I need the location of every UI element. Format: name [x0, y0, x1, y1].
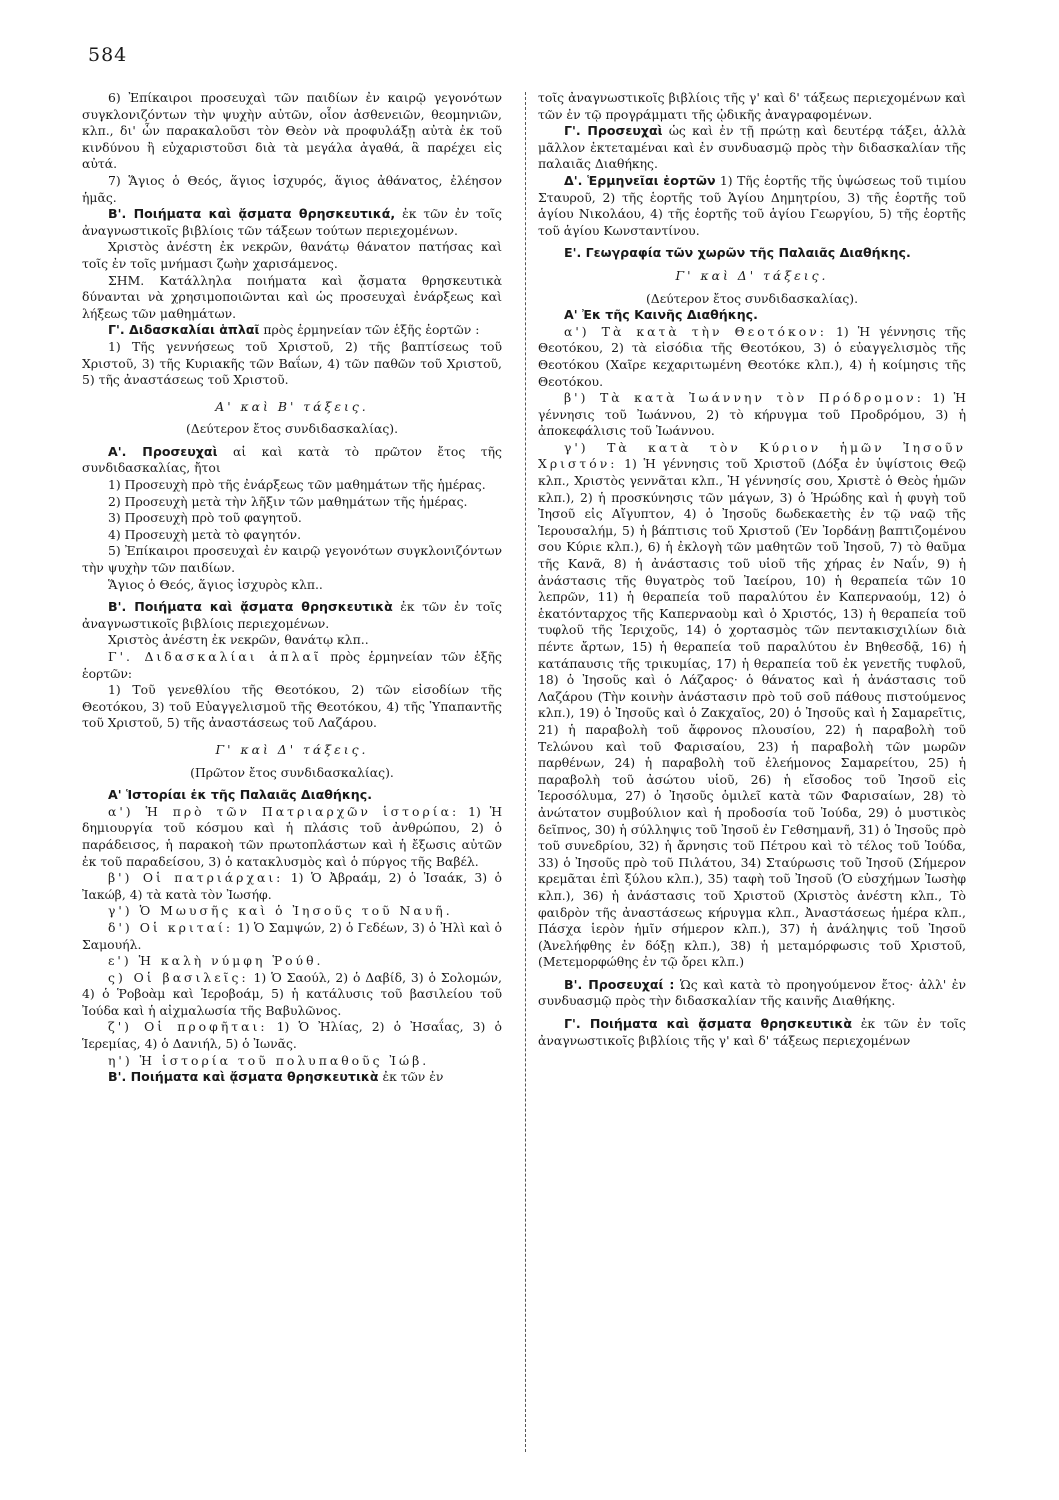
list-item: γ') Τὰ κατὰ τὸν Κύριον ἡμῶν Ἰησοῦν Χριστόν: 1) Ἡ γέννησις τοῦ Χριστοῦ (Δόξα ἐν ὑψίστοις Θεῷ κλπ., Χριστὸς γεννᾶται κλπ., Ἡ γέννησίς σου, Χριστὲ ὁ Θεὸς ἡμῶν κλπ.), 2) ἡ προσκύνησις τῶν μάγων, 3) ὁ Ἡρώδης καὶ ἡ φυγὴ τοῦ Ἰησοῦ εἰς Αἴγυπτον, 4) ὁ Ἰησοῦς δωδεκαετὴς ἐν τῷ ναῷ τῆς Ἱερουσαλήμ, 5) ἡ βάπτισις τοῦ Χριστοῦ (Ἐν Ἰορδάνῃ βαπτιζομένου σου Κύριε κλπ.), 6) ἡ ἐκλογὴ τῶν μαθητῶν τοῦ Ἰησοῦ, 7) τὸ θαῦμα τῆς Κανᾶ, 8) ἡ ἀνάστασις τοῦ υἱοῦ τῆς χήρας ἐν Ναΐν, 9) ἡ ἀνάστασις τῆς θυγατρὸς τοῦ Ἰαείρου, 10) ἡ θεραπεία τῶν 10 λεπρῶν, 11) ἡ θεραπεία τοῦ παραλύτου ἐν Καπερναούμ, 12) ὁ ἑκατόνταρχος τῆς Καπερναοὺμ καὶ ὁ Χριστός, 13) ἡ θεραπεία τοῦ τυφλοῦ τῆς Ἱεριχοῦς, 14) ὁ χορτασμὸς τῶν πεντακισχιλίων διὰ πέντε ἄρτων, 15) ἡ θεραπεία τοῦ παραλύτου ἐν Βηθεσδᾷ, 16) ἡ κατάπαυσις τῆς τρικυμίας, 17) ἡ θεραπεία τοῦ ἐκ γενετῆς τυφλοῦ, 18) ὁ Ἰησοῦς καὶ ὁ Λάζαρος· ὁ θάνατος καὶ ἡ ἀνάστασις τοῦ Λαζάρου (Τὴν κοινὴν ἀνάστασιν πρὸ τοῦ σοῦ πάθους πιστούμενος κλπ.), 19) ὁ Ἰησοῦς καὶ ὁ Ζακχαῖος, 20) ὁ Ἰησοῦς καὶ ἡ Σαμαρεῖτις, 21) ἡ παραβολὴ τοῦ ἄφρονος πλουσίου, 22) ἡ παραβολὴ τοῦ Τελώνου καὶ τοῦ Φαρισαίου, 23) ἡ παραβολὴ τῶν μωρῶν παρθένων, 24) ἡ παραβολὴ τοῦ ἐλεήμονος Σαμαρείτου, 25) ἡ παραβολὴ τοῦ ἀσώτου υἱοῦ, 26) ἡ εἴσοδος τοῦ Ἰησοῦ εἰς Ἱεροσόλυμα, 27) ὁ Ἰησοῦς ὁμιλεῖ κατὰ τῶν Φαρισαίων, 28) τὸ ἀνώτατον συμβούλιον καὶ ἡ προδοσία τοῦ Ἰούδα, 29) ὁ μυστικὸς δεῖπνος, 30) ἡ σύλληψις τοῦ Ἰησοῦ ἐν Γεθσημανῆ, 31) ὁ Ἰησοῦς πρὸ τοῦ συνεδρίου, 32) ἡ ἄρνησις τοῦ Πέτρου καὶ τὸ τέλος τοῦ Ἰούδα, 33) ὁ Ἰησοῦς πρὸ τοῦ Πιλάτου, 34) Σταύρωσις τοῦ Ἰησοῦ (Σήμερον κρεμᾶται ἐπὶ ξύλου κλπ.), 35) ταφὴ τοῦ Ἰησοῦ (Ὁ εὐσχήμων Ἰωσὴφ κλπ.), 36) ἡ ἀνάστασις τοῦ Χριστοῦ (Χριστὸς ἀνέστη κλπ., Τὸ φαιδρὸν τῆς ἀναστάσεως κήρυγμα κλπ., Ἀναστάσεως ἡμέρα κλπ., Πάσχα ἱερὸν ἡμῖν σήμερον κλπ.), 37) ἡ ἀνάληψις τοῦ Ἰησοῦ (Ἀνελήφθης ἐν δόξῃ κλπ.), 38) ἡ μεταμόρφωσις τοῦ Χριστοῦ, (Μετεμορφώθης ἐν τῷ ὄρει κλπ.)	[538, 439, 966, 970]
section-heading: Α' Ἐκ τῆς Καινῆς Διαθήκης.	[564, 307, 758, 323]
class-subheading: (Πρῶτον ἔτος συνδιδασκαλίας).	[190, 764, 394, 780]
list-item: ς) Οἱ βασιλεῖς: 1) Ὁ Σαούλ, 2) ὁ Δαβίδ, 3) ὁ Σολομών, 4) ὁ Ῥοβοὰμ καὶ Ἱεροβοάμ, 5) ἡ κατάλυσις τοῦ βασιλείου τοῦ Ἰούδα καὶ ἡ αἰχμαλωσία τῆς Βαβυλῶνος.	[82, 969, 502, 1018]
list-item: 2) Προσευχὴ μετὰ τὴν λῆξιν τῶν μαθημάτων τῆς ἡμέρας.	[108, 493, 468, 509]
section-paragraph: Γ'. Διδασκαλίαι ἁπλαῖ πρὸς ἑρμηνείαν τῶν ἑξῆς ἑορτῶν:	[82, 649, 502, 681]
section-paragraph: Β'. Ποιήματα καὶ ᾄσματα θρησκευτικὰ ἐκ τῶν ἐν τοῖς ἀναγνωστικοῖς βιβλίοις περιεχομένων.	[82, 599, 502, 631]
paragraph: 1) Τῆς γεννήσεως τοῦ Χριστοῦ, 2) τῆς βαπτίσεως τοῦ Χριστοῦ, 3) τῆς Κυριακῆς τῶν Βαΐων, 4) τῶν παθῶν τοῦ Χριστοῦ, 5) τῆς ἀναστάσεως τοῦ Χριστοῦ.	[82, 338, 502, 388]
section-paragraph: Α'. Προσευχαὶ αἱ καὶ κατὰ τὸ πρῶτον ἔτος τῆς συνδιδασκαλίας, ἤτοι	[82, 443, 502, 476]
paragraph: 1) Τοῦ γενεθλίου τῆς Θεοτόκου, 2) τῶν εἰσοδίων τῆς Θεοτόκου, 3) τοῦ Εὐαγγελισμοῦ τῆς Θεοτόκου, 4) τῆς Ὑπαπαντῆς τοῦ Χριστοῦ, 5) τῆς ἀναστάσεως τοῦ Λαζάρου.	[82, 682, 502, 731]
list-item: Ἅγιος ὁ Θεός, ἅγιος ἰσχυρὸς κλπ..	[108, 576, 323, 592]
section-heading: Β'. Ποιήματα καὶ ᾄσματα θρησκευτικὰ	[108, 599, 393, 615]
paragraph: Χριστὸς ἀνέστη ἐκ νεκρῶν, θανάτῳ θάνατον πατήσας καὶ τοῖς ἐν τοῖς μνήμασι ζωὴν χαρισάμενος.	[82, 239, 502, 271]
paragraph: 7) Ἅγιος ὁ Θεός, ἅγιος ἰσχυρός, ἅγιος ἀθάνατος, ἐλέησον ἡμᾶς.	[82, 172, 502, 205]
list-item: 5) Ἐπίκαιροι προσευχαὶ ἐν καιρῷ γεγονότων συγκλονιζόντων τὴν ψυχὴν τῶν παιδίων.	[82, 543, 502, 576]
list-item: β') Τὰ κατὰ Ἰωάννην τὸν Πρόδρομον: 1) Ἡ γέννησις τοῦ Ἰωάννου, 2) τὸ κήρυγμα τοῦ Προδρόμου, 3) ἡ ἀποκεφάλισις τοῦ Ἰωάννου.	[538, 390, 966, 439]
paragraph: 6) Ἐπίκαιροι προσευχαὶ τῶν παιδίων ἐν καιρῷ γεγονότων συγκλονιζόντων τὴν ψυχὴν αὐτῶν, οἷον ἀσθενειῶν, θεομηνιῶν, κλπ., δι' ὧν παρακαλοῦσι τὸν Θεὸν νὰ προφυλάξῃ αὐτὰ ἐκ τοῦ κινδύνου ἢ εὐχαριστοῦσι διὰ τὰ μεγάλα ἀγαθά, ἃ παρέχει εἰς αὐτά.	[82, 90, 502, 172]
list-item: ε') Ἡ καλὴ νύμφη Ῥούθ.	[108, 953, 324, 969]
section-paragraph: Β'. Ποιήματα καὶ ᾄσματα θρησκευτικὰ ἐκ τῶν ἐν	[108, 1069, 444, 1085]
section-heading: Γ'. Ποιήματα καὶ ᾄσματα θρησκευτικὰ	[564, 1016, 852, 1032]
section-heading: Γ'. Προσευχαὶ	[564, 123, 663, 139]
list-item: α') Τὰ κατὰ τὴν Θεοτόκον: 1) Ἡ γέννησις τῆς Θεοτόκου, 2) τὰ εἰσόδια τῆς Θεοτόκου, 3) ὁ εὐαγγελισμὸς τῆς Θεοτόκου (Χαῖρε κεχαριτωμένη Θεοτόκε κλπ.), 4) ἡ κοίμησις τῆς Θεοτόκου.	[538, 323, 966, 389]
section-paragraph: Γ'. Διδασκαλίαι ἁπλαῖ πρὸς ἑρμηνείαν τῶν ἑξῆς ἑορτῶν :	[108, 322, 480, 338]
section-paragraph: Β'. Προσευχαί : Ὡς καὶ κατὰ τὸ προηγούμενον ἔτος· ἀλλ' ἐν συνδυασμῷ πρὸς τὴν διδασκαλίαν τῆς καινῆς Διαθήκης.	[538, 976, 966, 1009]
section-paragraph: Γ'. Προσευχαὶ ὡς καὶ ἐν τῇ πρώτῃ καὶ δευτέρᾳ τάξει, ἀλλὰ μᾶλλον ἐκτεταμέναι καὶ ἐν συνδυασμῷ πρὸς τὴν διδασκαλίαν τῆς παλαιᾶς Διαθήκης.	[538, 123, 966, 172]
section-heading: Α' Ἱστορίαι ἐκ τῆς Παλαιᾶς Διαθήκης.	[108, 787, 373, 803]
section-heading: Β'. Ποιήματα καὶ ᾄσματα θρησκευτικὰ	[108, 1069, 379, 1085]
list-item: 1) Προσευχὴ πρὸ τῆς ἐνάρξεως τῶν μαθημάτων τῆς ἡμέρας.	[108, 477, 486, 493]
column-divider	[525, 92, 526, 1452]
section-heading: Γ'. Διδασκαλίαι ἁπλαῖ	[108, 649, 322, 664]
class-subheading: (Δεύτερον ἔτος συνδιδασκαλίας).	[185, 421, 399, 437]
paragraph: τοῖς ἀναγνωστικοῖς βιβλίοις τῆς γ' καὶ δ' τάξεως περιεχομένων καὶ τῶν ἐν τῷ προγράμματι τῆς ᾠδικῆς ἀναγραφομένων.	[538, 90, 966, 122]
list-item: η') Ἡ ἱστορία τοῦ πολυπαθοῦς Ἰώβ.	[108, 1052, 430, 1068]
list-item: δ') Οἱ κριταί: 1) Ὁ Σαμψών, 2) ὁ Γεδέων, 3) ὁ Ἠλὶ καὶ ὁ Σαμουήλ.	[82, 919, 502, 952]
class-heading: Γ' καὶ Δ' τάξεις.	[215, 741, 369, 757]
section-paragraph: Γ'. Ποιήματα καὶ ᾄσματα θρησκευτικὰ ἐκ τῶν ἐν τοῖς ἀναγνωστικοῖς βιβλίοις τῆς γ' καὶ δ' τάξεως περιεχομένων	[538, 1016, 966, 1048]
class-heading: Α' καὶ Β' τάξεις.	[215, 398, 369, 414]
right-column	[538, 90, 966, 1049]
list-item: α') Ἡ πρὸ τῶν Πατριαρχῶν ἱστορία: 1) Ἡ δημιουργία τοῦ κόσμου καὶ ἡ πλάσις τοῦ ἀνθρώπου, 2) ὁ παράδεισος, ἡ παρακοὴ τῶν πρωτοπλάστων καὶ ἡ ἔξωσις αὐτῶν ἐκ τοῦ παραδείσου, 3) ὁ κατακλυσμὸς καὶ ὁ πύργος τῆς Βαβέλ.	[82, 803, 502, 869]
section-heading: Α'. Προσευχαὶ	[108, 443, 218, 459]
section-heading: Β'. Προσευχαί :	[564, 976, 675, 992]
class-heading: Γ' καὶ Δ' τάξεις.	[675, 267, 829, 283]
section-heading: Β'. Ποιήματα καὶ ᾄσματα θρησκευτικά,	[108, 206, 396, 222]
paragraph: Χριστὸς ἀνέστη ἐκ νεκρῶν, θανάτῳ κλπ..	[108, 632, 369, 648]
list-item: 4) Προσευχὴ μετὰ τὸ φαγητόν.	[108, 526, 302, 542]
section-heading: Ε'. Γεωγραφία τῶν χωρῶν τῆς Παλαιᾶς Διαθήκης.	[564, 245, 911, 261]
section-heading: Δ'. Ἑρμηνεῖαι ἑορτῶν	[564, 172, 716, 188]
list-item: β') Οἱ πατριάρχαι: 1) Ὁ Ἀβραάμ, 2) ὁ Ἰσαάκ, 3) ὁ Ἰακώβ, 4) τὰ κατὰ τὸν Ἰωσήφ.	[82, 870, 502, 902]
list-item: γ') Ὁ Μωυσῆς καὶ ὁ Ἰησοῦς τοῦ Ναυῆ.	[108, 903, 453, 919]
section-heading: Γ'. Διδασκαλίαι ἁπλαῖ	[108, 322, 260, 338]
note: ΣΗΜ. Κατάλληλα ποιήματα καὶ ᾄσματα θρησκευτικὰ δύνανται νὰ χρησιμοποιῶνται καὶ ὡς προσευχαὶ ἐνάρξεως καὶ λήξεως τῶν μαθημάτων.	[82, 272, 502, 321]
section-paragraph: Β'. Ποιήματα καὶ ᾄσματα θρησκευτικά, ἐκ τῶν ἐν τοῖς ἀναγνωστικοῖς βιβλίοις τῶν τάξεων τούτων περιεχομένων.	[82, 206, 502, 238]
class-subheading: (Δεύτερον ἔτος συνδιδασκαλίας).	[645, 290, 859, 306]
section-paragraph: Δ'. Ἑρμηνεῖαι ἑορτῶν 1) Τῆς ἑορτῆς τῆς ὑψώσεως τοῦ τιμίου Σταυροῦ, 2) τῆς ἑορτῆς τοῦ Ἁγίου Δημητρίου, 3) τῆς ἑορτῆς τοῦ ἁγίου Νικολάου, 4) τῆς ἑορτῆς τοῦ ἁγίου Γεωργίου, 5) τῆς ἑορτῆς τοῦ ἁγίου Κωνσταντίνου.	[538, 172, 966, 238]
left-column	[82, 90, 502, 1086]
page-number: 584	[88, 44, 128, 66]
list-item: 3) Προσευχὴ πρὸ τοῦ φαγητοῦ.	[108, 510, 302, 526]
list-item: ζ') Οἱ προφῆται: 1) Ὁ Ἠλίας, 2) ὁ Ἠσαΐας, 3) ὁ Ἱερεμίας, 4) ὁ Δανιήλ, 5) ὁ Ἰωνᾶς.	[82, 1019, 502, 1052]
